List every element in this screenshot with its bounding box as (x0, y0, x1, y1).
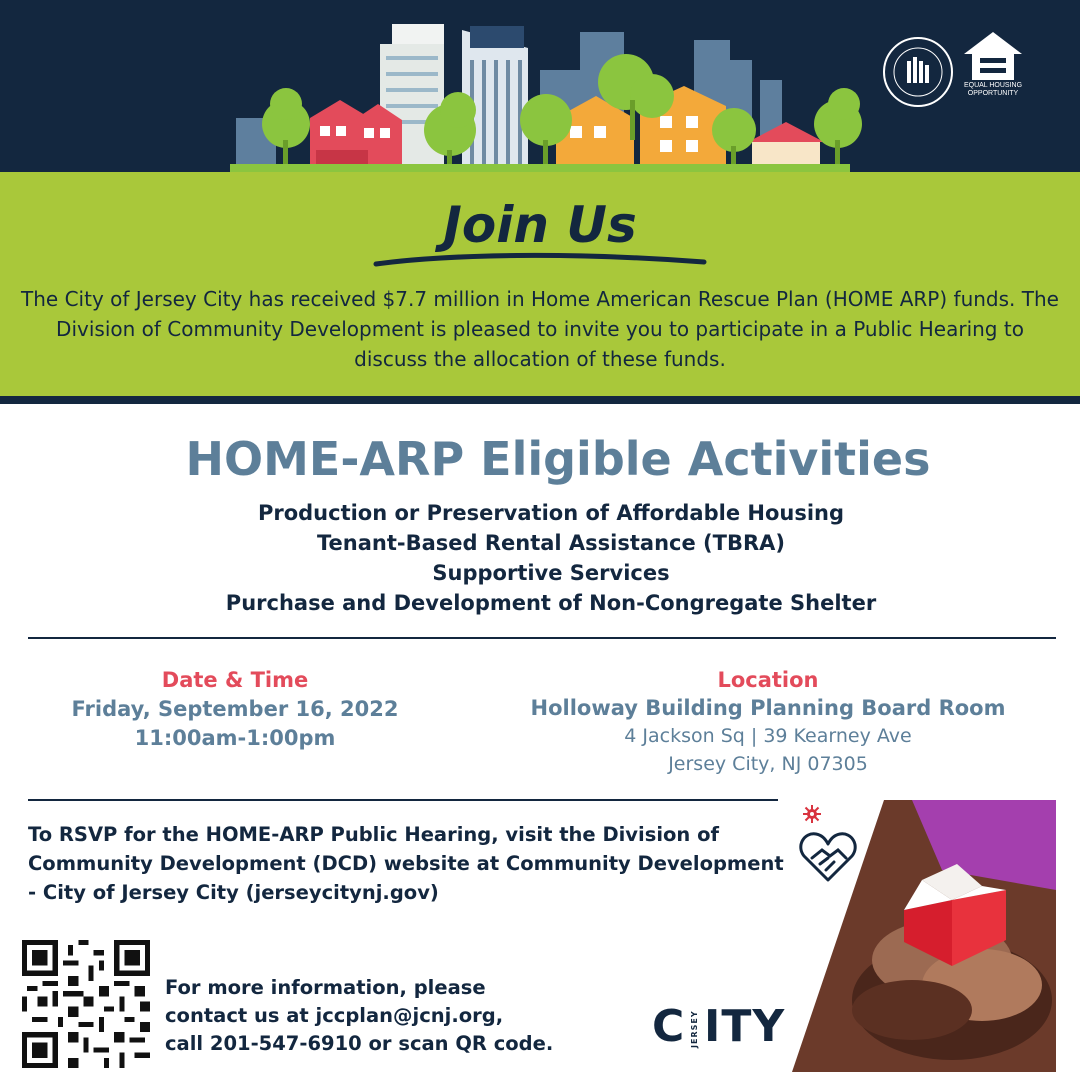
date-time-block (30, 666, 440, 753)
logo-jersey-text: JERSEY (690, 1010, 699, 1048)
hud-building-icon (885, 39, 951, 105)
location-label: Location (717, 668, 819, 692)
address-line-2: Jersey City, NJ 07305 (668, 753, 868, 775)
address-line-1: 4 Jackson Sq | 39 Kearney Ave (624, 725, 912, 747)
venue-name: Holloway Building Planning Board Room (530, 696, 1006, 720)
logo-ity-text: ITY (704, 1001, 786, 1052)
rsvp-paragraph: To RSVP for the HOME-ARP Public Hearing, visit the Division of Community Development (DCD) website at Community Development - City of Jersey City (jerseycitynj.gov) (28, 823, 784, 904)
activities-heading: HOME-ARP Eligible Activities (185, 432, 931, 486)
contact-line-1: For more information, please (165, 976, 486, 999)
equal-housing-label: EQUAL HOUSING OPPORTUNITY (963, 82, 1023, 97)
join-us-heading: Join Us (443, 196, 637, 254)
location-block (488, 666, 1048, 778)
contact-line-3: call 201-547-6910 or scan QR code. (165, 1032, 554, 1055)
list-item: Supportive Services (432, 561, 670, 585)
handshake-heart-icon (798, 828, 858, 884)
contact-info (165, 974, 635, 1058)
hud-seal-logo (883, 37, 953, 107)
list-item: Purchase and Development of Non-Congregate Shelter (225, 591, 877, 615)
intro-paragraph: The City of Jersey City has received $7.7 million in Home American Rescue Plan (HOME ARP) funds. The Division of Community Development is pleased to invite you to participate in a Public Hearing to discuss the allocation of these funds. (21, 287, 1059, 371)
jersey-city-logo (652, 1001, 792, 1052)
activities-list (0, 498, 1080, 618)
contact-line-2: contact us at jccplan@jcnj.org, (165, 1004, 504, 1027)
section-divider-stripe (0, 396, 1080, 404)
list-item: Tenant-Based Rental Assistance (TBRA) (316, 531, 785, 555)
list-item: Production or Preservation of Affordable Housing (257, 501, 845, 525)
divider-line (28, 799, 778, 801)
city-skyline-banner (0, 0, 1080, 172)
heading-underline-swoosh (370, 250, 710, 270)
logo-letter-c: C (652, 1001, 686, 1052)
date-time-label: Date & Time (161, 668, 309, 692)
qr-code-icon[interactable] (22, 940, 150, 1068)
divider-line (28, 637, 1056, 639)
house-icon (960, 30, 1026, 82)
event-time: 11:00am-1:00pm (134, 726, 336, 750)
virus-icon (802, 804, 822, 824)
event-date: Friday, September 16, 2022 (71, 697, 399, 721)
